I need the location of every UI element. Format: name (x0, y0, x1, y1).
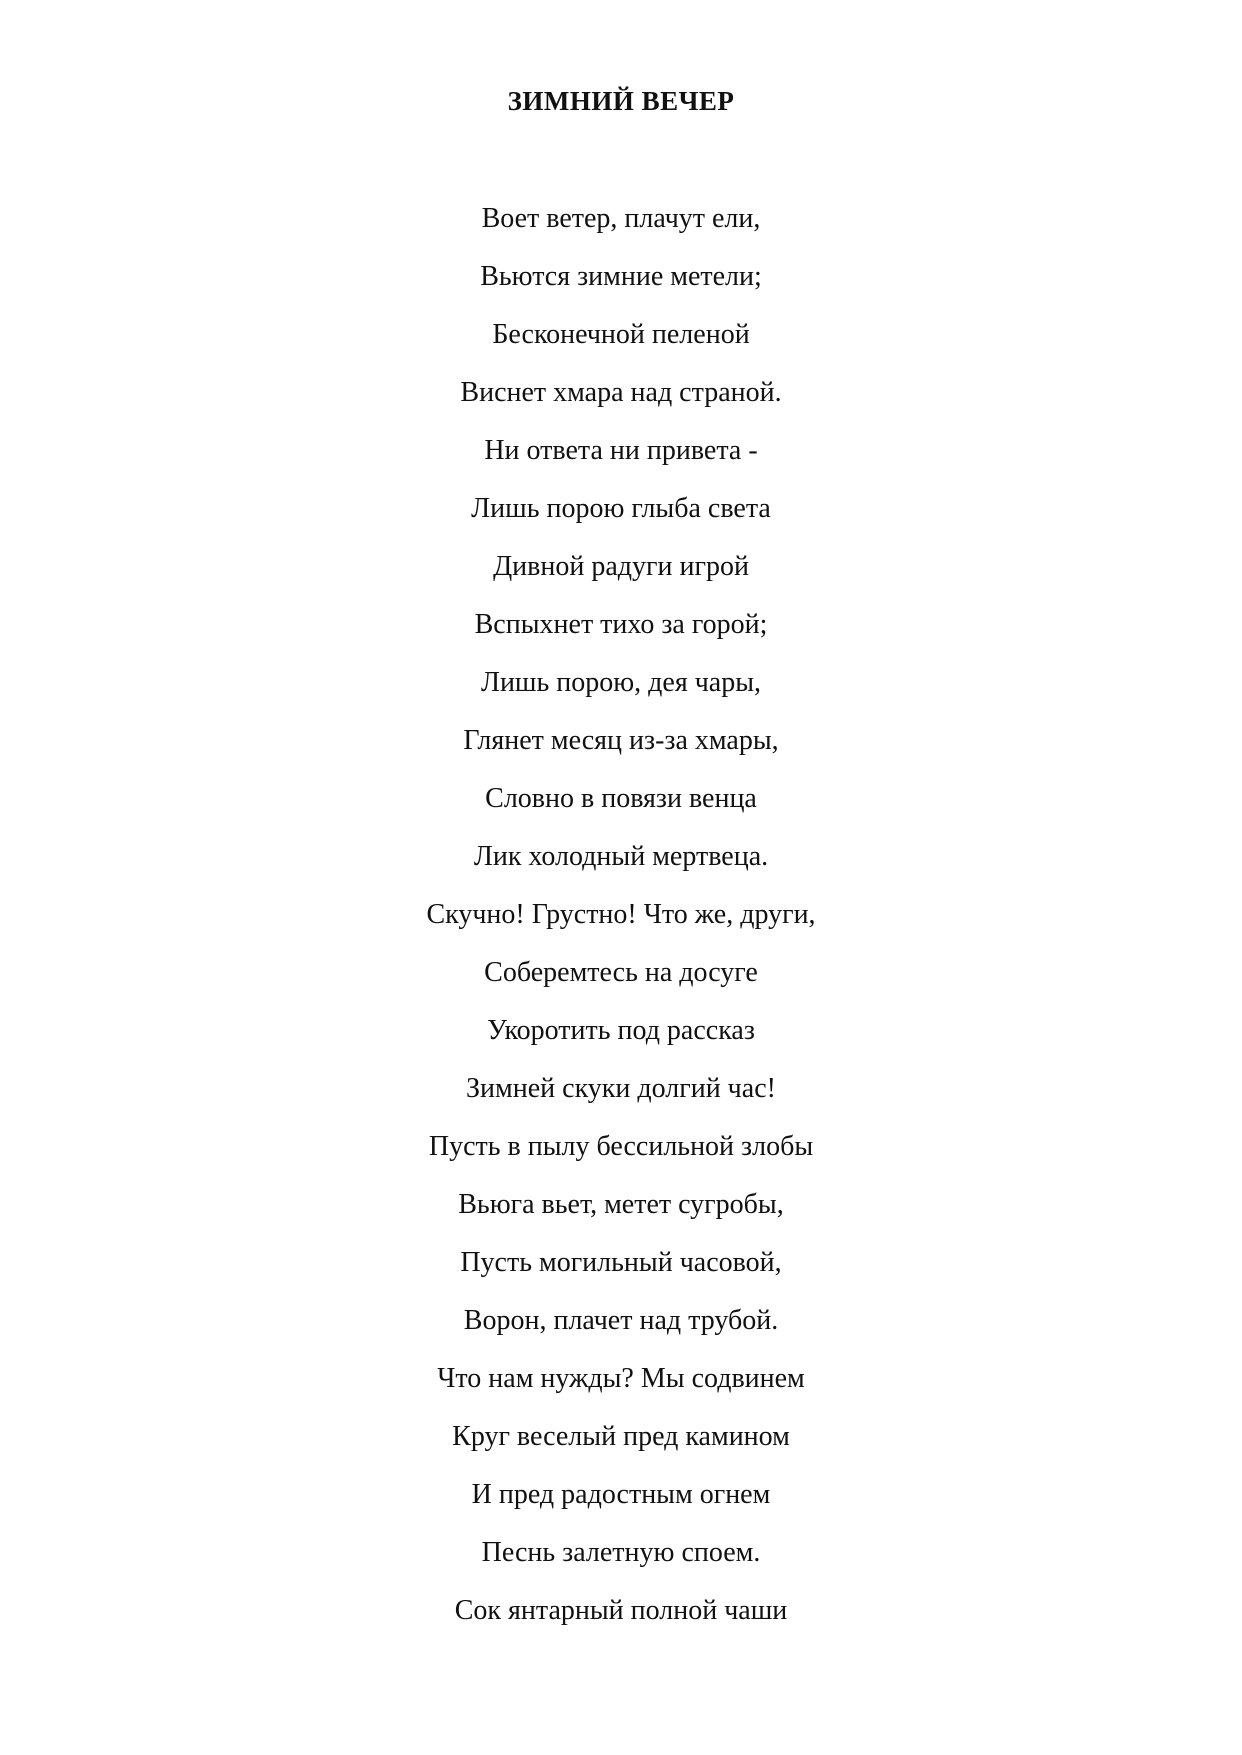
poem-line: Что нам нужды? Мы содвинем (437, 1363, 805, 1394)
poem-line: Соберемтесь на досуге (484, 957, 758, 988)
poem-title: ЗИМНИЙ ВЕЧЕР (507, 86, 735, 116)
poem-line: Бесконечной пеленой (492, 319, 750, 350)
poem-line: И пред радостным огнем (471, 1479, 771, 1510)
poem-line: Укоротить под рассказ (487, 1015, 755, 1046)
poem-line: Вьются зимние метели; (480, 261, 762, 292)
poem-line: Вьюга вьет, метет сугробы, (458, 1189, 784, 1220)
poem-line: Виснет хмара над страной. (460, 377, 782, 408)
poem-line: Воет ветер, плачут ели, (481, 203, 761, 234)
poem-line: Скучно! Грустно! Что же, други, (426, 899, 816, 930)
poem-line: Лишь порою, дея чары, (480, 667, 762, 698)
poem-line: Словно в повязи венца (485, 783, 757, 814)
poem-line: Вспыхнет тихо за горой; (474, 609, 768, 640)
poem-line: Сок янтарный полной чаши (454, 1595, 788, 1626)
poem-line: Дивной радуги игрой (493, 551, 749, 582)
poem-line: Ни ответа ни привета - (484, 435, 758, 466)
poem-line: Зимней скуки долгий час! (466, 1073, 776, 1104)
poem-line: Глянет месяц из-за хмары, (463, 725, 779, 756)
poem-line: Песнь залетную споем. (481, 1537, 761, 1568)
poem-line: Ворон, плачет над трубой. (463, 1305, 779, 1336)
poem-line: Лишь порою глыба света (471, 493, 771, 524)
poem-line: Круг веселый пред камином (452, 1421, 790, 1452)
poem-line: Лик холодный мертвеца. (473, 841, 769, 872)
poem-body (0, 201, 1242, 1651)
poem-line: Пусть могильный часовой, (460, 1247, 782, 1278)
poem-line: Пусть в пылу бессильной злобы (428, 1131, 814, 1162)
